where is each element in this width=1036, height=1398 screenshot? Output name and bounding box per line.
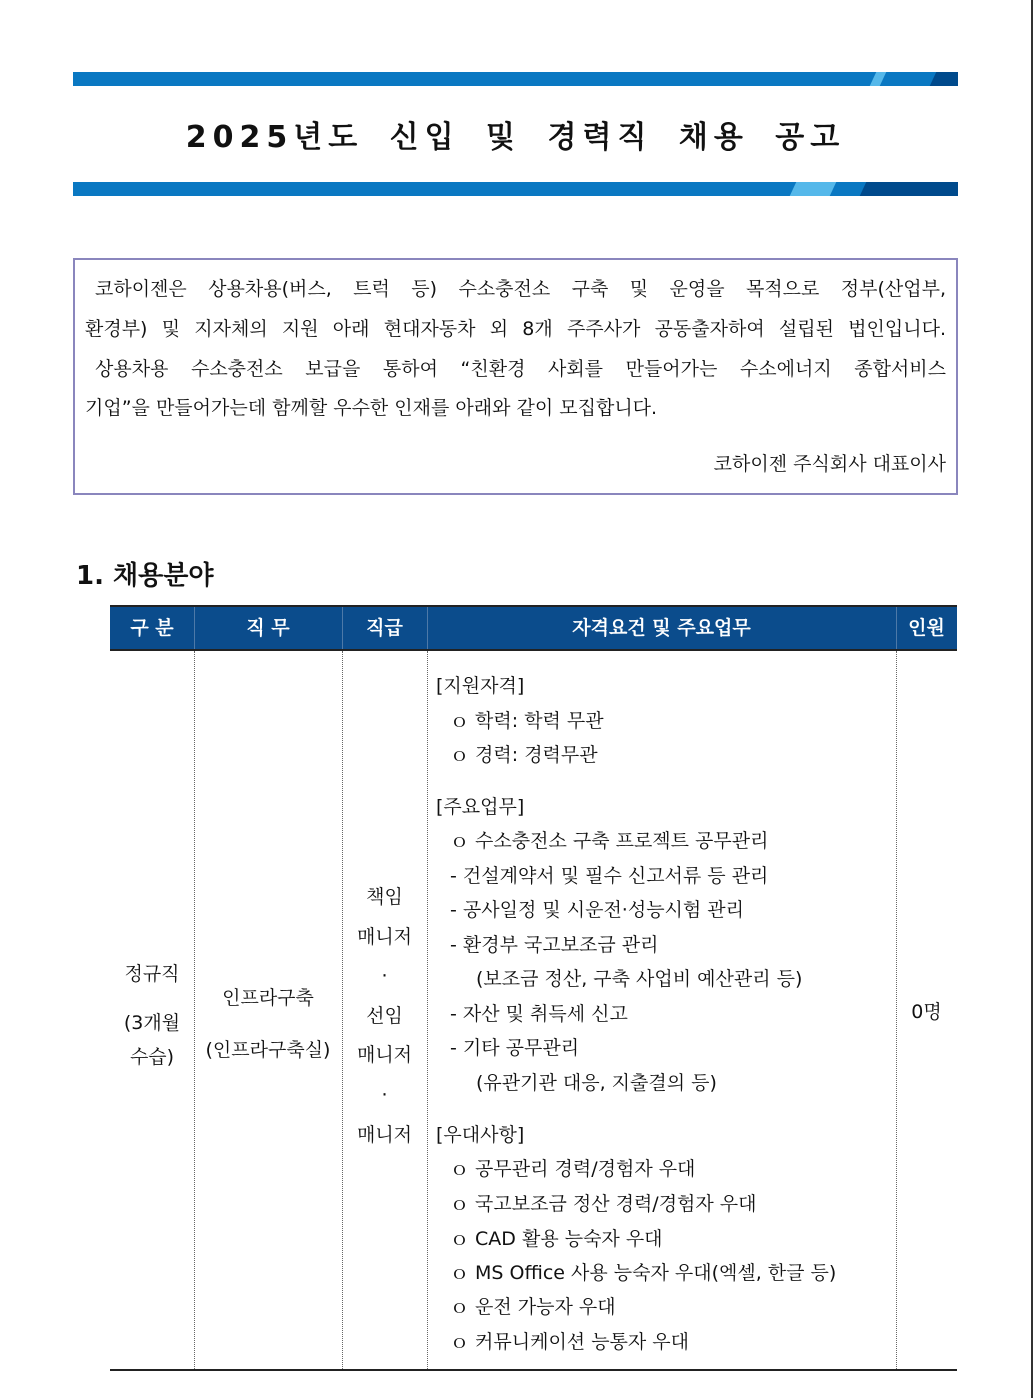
intro-line: 기업”을 만들어가는데 함께할 우수한 인재를 아래와 같이 모집합니다.: [85, 397, 658, 419]
detail-line: - 자산 및 취득세 신고: [450, 1003, 628, 1025]
header-details: 자격요건 및 주요업무: [427, 607, 897, 649]
detail-line: [주요업무]: [436, 796, 525, 818]
detail-line: (보조금 정산, 구축 사업비 예산관리 등): [476, 968, 803, 990]
header-grade: 직급: [342, 607, 428, 649]
header-job: 직 무: [194, 607, 343, 649]
intro-box: [73, 258, 958, 495]
cell-job: 인프라구축 (인프라구축실): [205, 987, 331, 1061]
cell-type: 정규직 (3개월 수습): [123, 963, 181, 1068]
page-edge: [1031, 0, 1033, 1398]
detail-line: - 환경부 국고보조금 관리: [450, 934, 659, 956]
detail-line: - 공사일정 및 시운전·성능시험 관리: [450, 899, 745, 921]
header-count: 인원: [908, 617, 945, 639]
detail-line: ｏ 운전 가능자 우대: [450, 1296, 616, 1318]
detail-line: [우대사항]: [436, 1124, 525, 1146]
detail-line: ｏ 커뮤니케이션 능통자 우대: [450, 1331, 690, 1353]
detail-line: - 건설계약서 및 필수 신고서류 등 관리: [450, 865, 769, 887]
table-header: [110, 605, 957, 651]
top-decorative-bar: [73, 72, 958, 86]
detail-line: ｏ 학력: 학력 무관: [450, 710, 604, 732]
section-title: 1. 채용분야: [76, 561, 214, 591]
cell-grade: 책임 매니저 · 선임 매니저 · 매니저: [356, 886, 413, 1146]
detail-line: ｏ 수소충전소 구축 프로젝트 공무관리: [450, 830, 769, 852]
bottom-decorative-bar: [73, 182, 958, 196]
detail-line: ｏ 국고보조금 정산 경력/경험자 우대: [450, 1193, 757, 1215]
intro-line: 상용차용 수소충전소 보급을 통하여 “친환경 사회를 만들어가는 수소에너지 종합서비스: [95, 358, 946, 380]
intro-line: 코하이젠은 상용차용(버스, 트럭 등) 수소충전소 구축 및 운영을 목적으로 정부(산업부,: [95, 278, 946, 300]
detail-line: - 기타 공무관리: [450, 1037, 580, 1059]
page-title: 2025년도 신입 및 경력직 채용 공고: [185, 120, 846, 155]
detail-line: ｏ MS Office 사용 능숙자 우대(엑셀, 한글 등): [450, 1262, 837, 1284]
detail-line: ｏ 공무관리 경력/경험자 우대: [450, 1158, 696, 1180]
intro-line: 환경부) 및 지자체의 지원 아래 현대자동차 외 8개 주주사가 공동출자하여 설립된 법인입니다.: [85, 318, 946, 340]
detail-line: (유관기관 대응, 지출결의 등): [476, 1072, 717, 1094]
detail-line: [지원자격]: [436, 675, 525, 697]
detail-line: ｏ CAD 활용 능숙자 우대: [450, 1228, 663, 1250]
detail-line: ｏ 경력: 경력무관: [450, 744, 598, 766]
intro-signature: 코하이젠 주식회사 대표이사: [713, 453, 946, 475]
cell-count: 0명: [911, 1001, 942, 1023]
header-type: 구 분: [110, 607, 195, 649]
